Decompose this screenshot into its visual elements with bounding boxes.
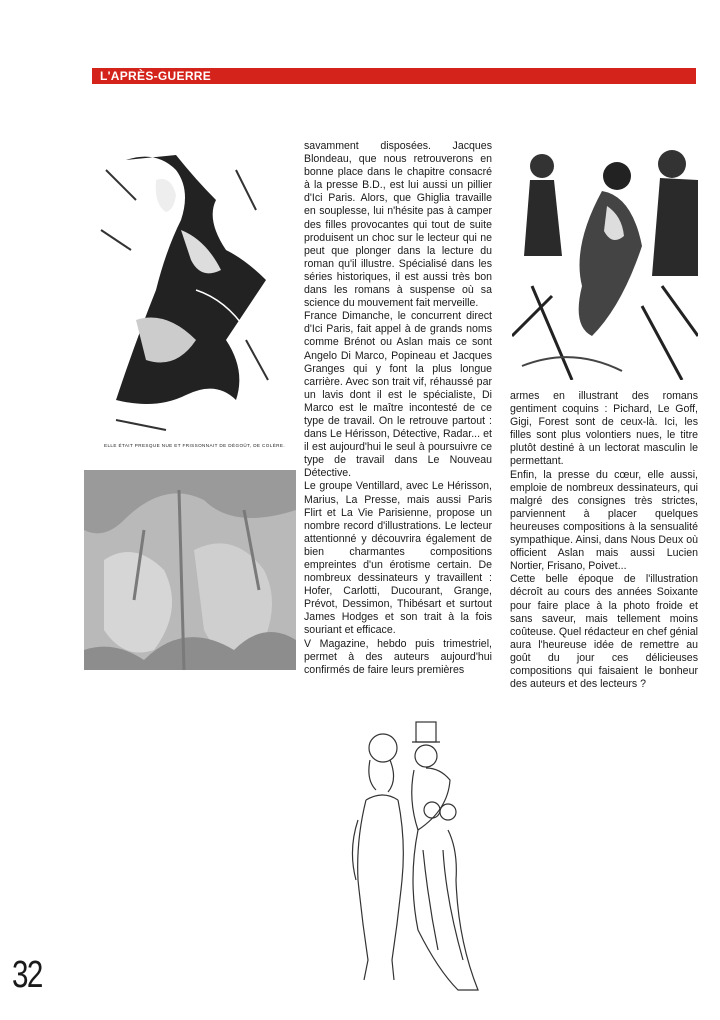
article-column-1 [304,140,492,677]
article-paragraph: V Magazine, hebdo puis trimestriel, permet à des auteurs aujourd'hui confirmés de faire leurs premières [304,637,492,676]
article-paragraph: France Dimanche, le concurrent direct d'Ici Paris, fait appel à de grands noms comme Brénot ou Aslan mais ce sont Angelo Di Marco, Popineau et Jacques Granges qui y font la plus longue carrière. Avec son trait vif, réhaussé par un lavis dont il est le spécialiste, Di Marco est le maître incontesté de ce type de travail. On le retrouve partout : dans Le Hérisson, Détective, Radar... et il est aujourd'hui le seul à poursuivre ce type de travail dans Le Nouveau Détective. [304,310,492,480]
illustration-caption: ELLE ÉTAIT PRESQUE NUE ET FRISSONNAIT DE DÉGOÛT, DE COLÈRE. [104,443,286,448]
page-number: 32 [12,954,42,996]
section-banner [92,68,696,84]
illustration-bottom-center [328,720,488,1020]
article-paragraph: savamment disposées. Jacques Blondeau, que nous retrouverons en bonne place dans le chapitre consacré à la presse B.D., est lui aussi un pillier d'Ici Paris. Alors, que Ghiglia travaille en souplesse, lui n'hésite pas à camper des filles provocantes qui tout de suite produisent un choc sur le lecteur qui ne peut que plonger dans la lecture du roman qu'il illustre. Spécialisé dans les séries historiques, il est aussi très bon dans les romans à suspense où sa science du mouvement fait merveille. [304,140,492,310]
article-paragraph: Le groupe Ventillard, avec Le Hérisson, Marius, La Presse, mais aussi Paris Flirt et La Vie Parisienne, propose un nombre record d'illustrations. Le lecteur attentionné y découvrira également de bien charmantes compositions empreintes d'un érotisme certain. De nombreux dessinateurs y travaillent : Hofer, Carlotti, Ducourant, Grange, Prévot, Dessimon, Thibésart et surtout James Hodges et son trait à la fois souriant et efficace. [304,480,492,637]
article-paragraph: armes en illustrant des romans gentiment coquins : Pichard, Le Goff, Gigi, Forest sont de ceux-là. Ici, les filles sont plus volontiers nues, le titre plutôt destiné à un lectorat masculin le permettant. [510,390,698,468]
illustration-middle-left [84,470,296,670]
illustration-top-right [512,136,698,380]
article-column-2 [510,390,698,691]
article-paragraph: Cette belle époque de l'illustration décroît au cours des années Soixante pour faire place à la photo froide et sans saveur, mais tellement moins coûteuse. Quel rédacteur en chef génial aura l'heureuse idée de remettre au goût du jour ces délicieuses compositions qui faisaient le bonheur des auteurs et des lecteurs ? [510,573,698,691]
article-paragraph: Enfin, la presse du cœur, elle aussi, emploie de nombreux dessinateurs, qui malgré des consignes très strictes, parviennent à placer quelques heureuses compositions à la sensualité sympathique. Ainsi, dans Nous Deux où officient Aslan mais aussi Lucien Nortier, Frisano, Poivet... [510,468,698,573]
illustration-top-left [96,140,272,440]
section-title: L'APRÈS-GUERRE [100,69,212,83]
